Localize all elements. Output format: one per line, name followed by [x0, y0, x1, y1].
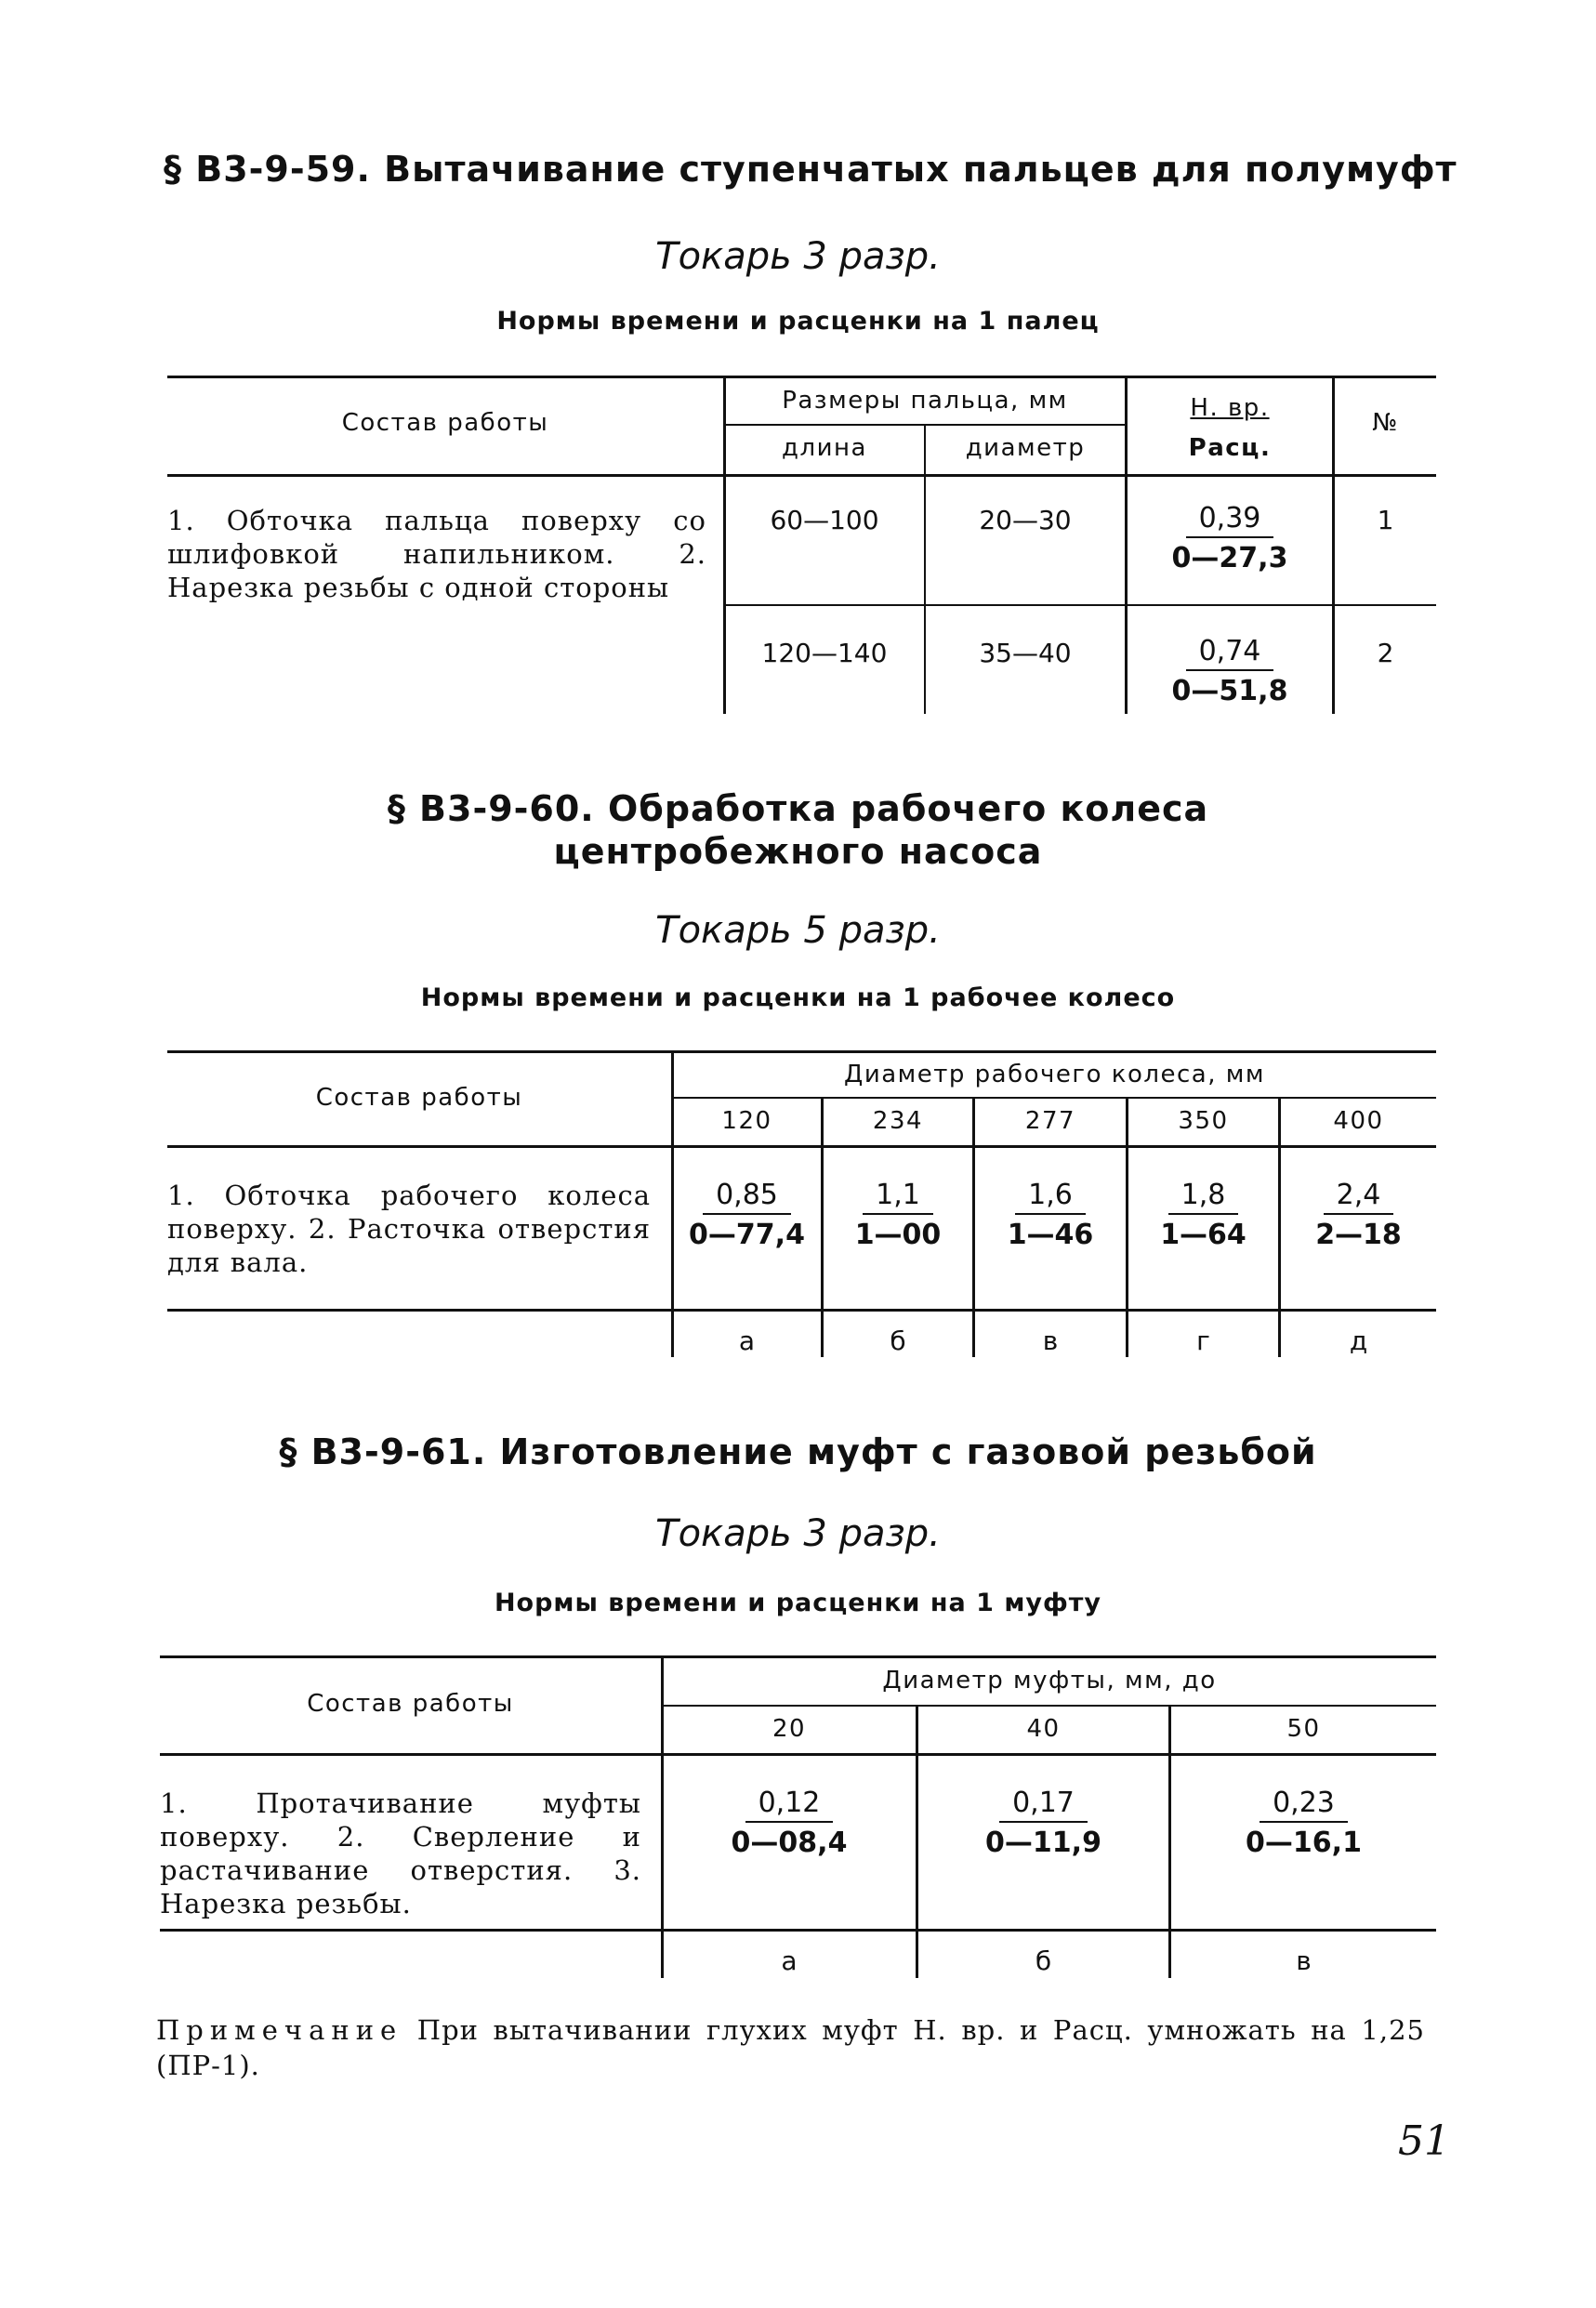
norm-time-value: 0,85	[703, 1179, 791, 1215]
norm-time-value: 0,74	[1186, 635, 1274, 671]
column-header-work: Состав работы	[341, 409, 549, 437]
norm-rate-fraction	[918, 1787, 1168, 1859]
column-header-finger-size: Размеры пальца, мм	[782, 387, 1068, 415]
rate-value: 0—51,8	[1171, 675, 1288, 707]
column-header-rate: Расц.	[1188, 434, 1272, 462]
column-letter: в	[1296, 1945, 1312, 1976]
norm-rate-fraction	[1128, 635, 1332, 707]
norm-time-value: 1,6	[1015, 1179, 1086, 1215]
norm-rate-fraction	[673, 1179, 821, 1251]
norms-caption: Нормы времени и расценки на 1 муфту	[494, 1589, 1102, 1617]
norms-caption: Нормы времени и расценки на 1 палец	[496, 307, 1100, 336]
norm-time-value: 0,17	[999, 1787, 1088, 1823]
work-description: 1. Протачивание муфты поверху. 2. Сверление и растачивание отверстия. 3. Нарезка резьбы.	[160, 1787, 641, 1919]
section-title-b3-9-59: § В3-9-59. Вытачивание ступенчатых пальцев для полумуфт	[164, 149, 1458, 190]
norm-rate-fraction	[1171, 1787, 1436, 1859]
norm-rate-fraction	[1128, 1179, 1278, 1251]
rate-value: 0—08,4	[731, 1827, 848, 1859]
column-letter: б	[1035, 1945, 1052, 1976]
table-cell-length: 120—140	[761, 638, 888, 668]
column-header-norm-time: Н. вр.	[1190, 394, 1270, 422]
table-cell-diameter: 35—40	[979, 638, 1072, 668]
column-header-diameter-value: 277	[1024, 1107, 1076, 1135]
column-header-number: №	[1372, 409, 1399, 437]
norm-rate-fraction	[1128, 502, 1332, 574]
column-letter: а	[738, 1325, 756, 1356]
column-letter: д	[1349, 1325, 1368, 1356]
norm-time-value: 0,12	[745, 1787, 834, 1823]
work-description: 1. Обточка рабочего колеса поверху. 2. Расточка отверстия для вала.	[167, 1180, 651, 1278]
column-header-diameter-value: 50	[1286, 1715, 1321, 1743]
column-header-diameter-value: 234	[872, 1107, 924, 1135]
column-header-diameter-value: 40	[1026, 1715, 1061, 1743]
column-header-work: Состав работы	[315, 1084, 523, 1112]
column-header-diameter-value: 120	[721, 1107, 772, 1135]
table-cell-diameter: 20—30	[979, 505, 1072, 535]
rate-value: 0—27,3	[1171, 542, 1288, 574]
worker-grade: Токарь 3 разр.	[655, 1512, 941, 1555]
column-letter: в	[1042, 1325, 1059, 1356]
column-header-coupling-diameter: Диаметр муфты, мм, до	[882, 1667, 1217, 1695]
norm-time-value: 1,8	[1168, 1179, 1239, 1215]
column-header-diameter-value: 350	[1178, 1107, 1229, 1135]
section-title-b3-9-61: § В3-9-61. Изготовление муфт с газовой резьбой	[279, 1431, 1317, 1472]
column-header-diameter-value: 20	[772, 1715, 807, 1743]
norm-time-value: 0,23	[1260, 1787, 1348, 1823]
worker-grade: Токарь 5 разр.	[655, 909, 941, 952]
rate-value: 1—46	[1007, 1219, 1094, 1251]
column-letter: б	[890, 1325, 906, 1356]
column-header-wheel-diameter: Диаметр рабочего колеса, мм	[844, 1061, 1265, 1088]
column-letter: г	[1196, 1325, 1210, 1356]
footnote	[156, 2012, 1425, 2083]
norm-time-value: 2,4	[1324, 1179, 1394, 1215]
column-letter: а	[781, 1945, 798, 1976]
norm-rate-fraction	[824, 1179, 972, 1251]
work-description: 1. Обточка пальца поверху со шлифовкой напильником. 2. Нарезка резьбы с одной стороны	[167, 505, 706, 603]
column-header-work: Состав работы	[307, 1690, 514, 1718]
worker-grade: Токарь 3 разр.	[655, 235, 941, 278]
table-cell-number: 2	[1377, 638, 1394, 668]
norm-time-value: 0,39	[1186, 502, 1274, 538]
column-header-diameter: диаметр	[965, 434, 1086, 462]
table-cell-number: 1	[1377, 505, 1394, 535]
footnote-text: При вытачивании глухих муфт Н. вр. и Расц. умножать на 1,25 (ПР-1).	[156, 2014, 1426, 2081]
rate-value: 1—64	[1160, 1219, 1246, 1251]
norm-rate-fraction	[1281, 1179, 1436, 1251]
norm-rate-fraction	[663, 1787, 916, 1859]
page-number: 51	[1398, 2117, 1450, 2165]
column-header-diameter-value: 400	[1333, 1107, 1384, 1135]
norms-caption: Нормы времени и расценки на 1 рабочее колесо	[420, 983, 1176, 1012]
rate-value: 0—77,4	[689, 1219, 805, 1251]
rate-value: 0—11,9	[985, 1827, 1101, 1859]
rate-value: 2—18	[1315, 1219, 1402, 1251]
section-title-b3-9-60: § В3-9-60. Обработка рабочего колеса	[387, 788, 1209, 829]
footnote-label: Примечание	[156, 2014, 403, 2046]
section-title-b3-9-60-line2: центробежного насоса	[553, 831, 1043, 872]
rate-value: 0—16,1	[1246, 1827, 1362, 1859]
column-header-length: длина	[782, 434, 867, 462]
norm-time-value: 1,1	[863, 1179, 933, 1215]
norm-rate-fraction	[975, 1179, 1126, 1251]
rate-value: 1—00	[854, 1219, 942, 1251]
table-cell-length: 60—100	[770, 505, 879, 535]
